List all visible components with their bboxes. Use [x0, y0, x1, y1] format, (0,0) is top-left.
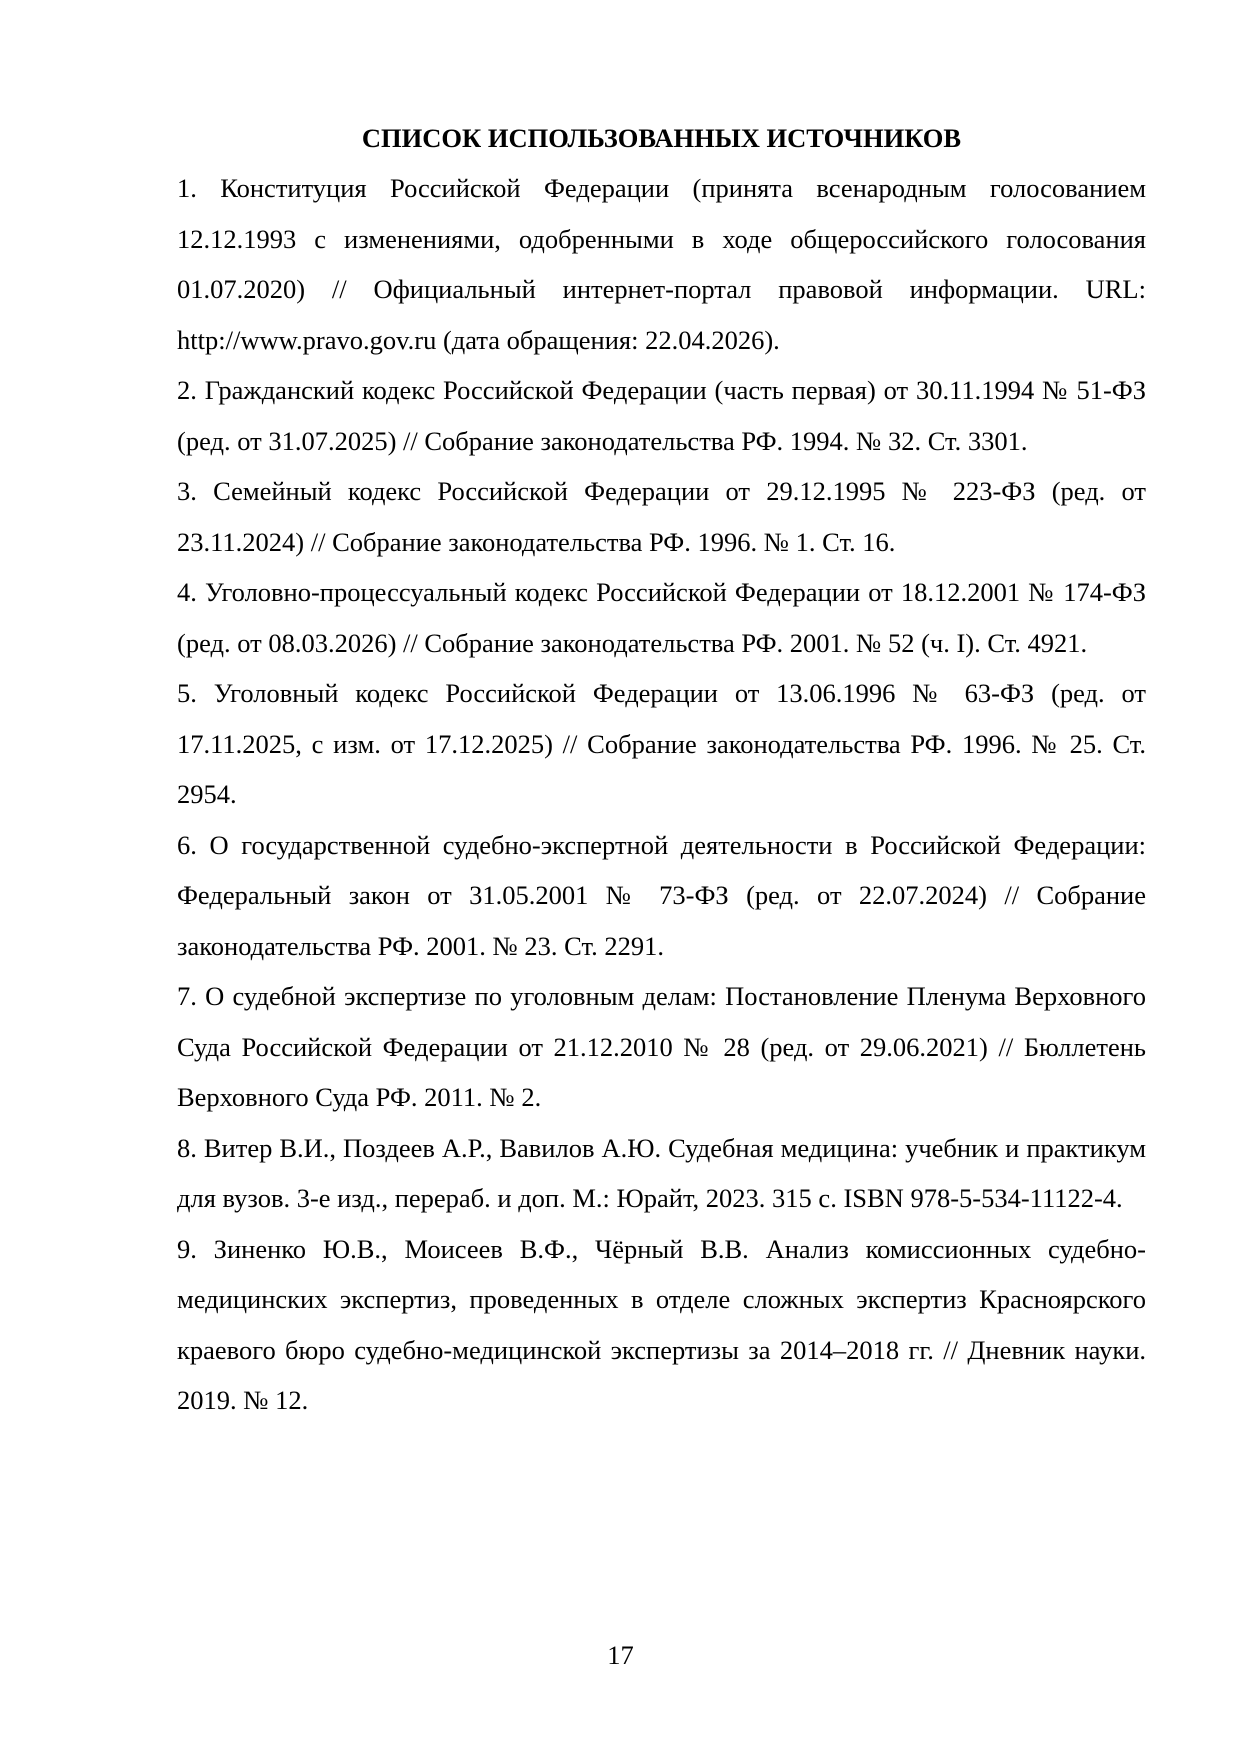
references-list [177, 163, 1146, 1426]
reference-item-9: 9. Зиненко Ю.В., Моисеев В.Ф., Чёрный В.В. Анализ комиссионных судебно-медицинских экспертиз, проведенных в отделе сложных экспертиз Красноярского краевого бюро судебно-медицинской экспертизы за 2014–2018 гг. // Дневник науки. 2019. № 12. [177, 1233, 1146, 1415]
reference-item-2: 2. Гражданский кодекс Российской Федерации (часть первая) от 30.11.1994 № 51-ФЗ (ред. от 31.07.2025) // Собрание законодательства РФ. 1994. № 32. Ст. 3301. [177, 375, 1146, 456]
reference-item-5: 5. Уголовный кодекс Российской Федерации от 13.06.1996 № 63-ФЗ (ред. от 17.11.2025, с изм. от 17.12.2025) // Собрание законодательства РФ. 1996. № 25. Ст. 2954. [177, 678, 1146, 809]
page-number: 17 [607, 1640, 634, 1670]
reference-item-3: 3. Семейный кодекс Российской Федерации от 29.12.1995 № 223-ФЗ (ред. от 23.11.2024) // Собрание законодательства РФ. 1996. № 1. Ст. 16. [177, 476, 1146, 557]
reference-item-1: 1. Конституция Российской Федерации (принята всенародным голосованием 12.12.1993 с изменениями, одобренными в ходе общероссийского голосования 01.07.2020) // Официальный интернет-портал правовой информации. URL: http://www.pravo.gov.ru (дата обращения: 22.04.2026). [177, 173, 1146, 355]
reference-item-4: 4. Уголовно-процессуальный кодекс Российской Федерации от 18.12.2001 № 174-ФЗ (ред. от 08.03.2026) // Собрание законодательства РФ. 2001. № 52 (ч. I). Ст. 4921. [177, 577, 1146, 658]
reference-item-8: 8. Витер В.И., Поздеев А.Р., Вавилов А.Ю. Судебная медицина: учебник и практикум для вузов. 3-е изд., перераб. и доп. М.: Юрайт, 2023. 315 с. ISBN 978-5-534-11122-4. [177, 1132, 1146, 1213]
reference-item-6: 6. О государственной судебно-экспертной деятельности в Российской Федерации: Федеральный закон от 31.05.2001 № 73-ФЗ (ред. от 22.07.2024) // Собрание законодательства РФ. 2001. № 23. Ст. 2291. [177, 829, 1146, 961]
reference-item-7: 7. О судебной экспертизе по уголовным делам: Постановление Пленума Верховного Суда Российской Федерации от 21.12.2010 № 28 (ред. от 29.06.2021) // Бюллетень Верховного Суда РФ. 2011. № 2. [177, 981, 1146, 1112]
page-content [177, 113, 1146, 1426]
references-heading: СПИСОК ИСПОЛЬЗОВАННЫХ ИСТОЧНИКОВ [361, 123, 962, 153]
